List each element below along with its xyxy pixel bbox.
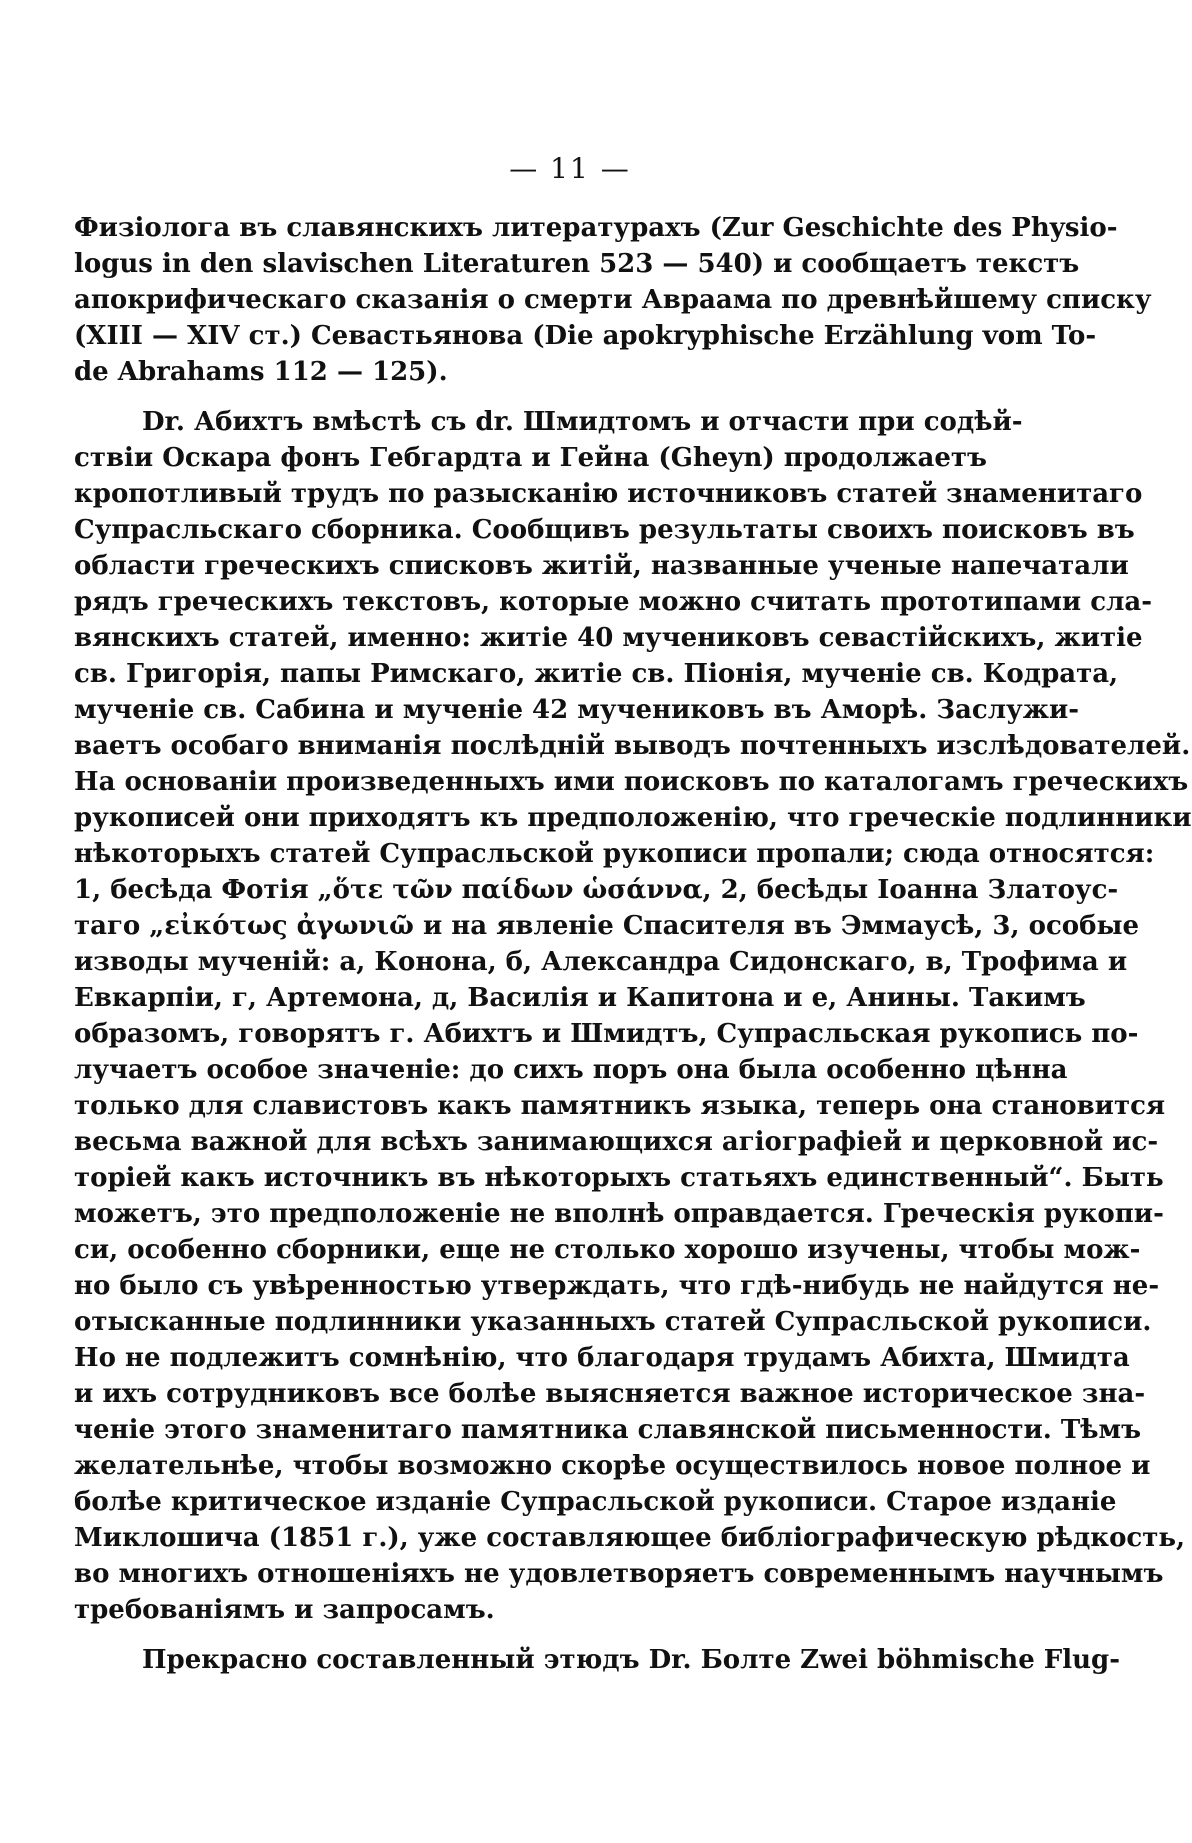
paragraph-gap	[74, 1628, 962, 1642]
page-number: — 11 —	[509, 152, 631, 185]
text-line: Миклошича (1851 г.), уже составляющее библіографическую рѣдкость,	[74, 1523, 1186, 1553]
text-line: образомъ, говорятъ г. Абихтъ и Шмидтъ, Супрасльская рукопись по-	[74, 1019, 1139, 1049]
text-line: рукописей они приходятъ къ предположенію, что греческіе подлинники	[74, 803, 1192, 833]
text-line: области греческихъ списковъ житій, названные ученые напечатали	[74, 551, 1129, 581]
text-line: 1, бесѣда Фотія „ὅτε τῶν παίδων ὡσάννα, 2, бесѣды Іоанна Златоус-	[74, 875, 1119, 905]
text-line: кропотливый трудъ по разысканію источниковъ статей знаменитаго	[74, 479, 1143, 509]
text-line: апокрифическаго сказанія о смерти Авраама по древнѣйшему списку	[74, 285, 1152, 315]
text-line: ченіе этого знаменитаго памятника славянской письменности. Тѣмъ	[74, 1415, 1142, 1445]
text-line: de Abrahams 112 — 125).	[74, 357, 448, 387]
text-line: торіей какъ источникъ въ нѣкоторыхъ статьяхъ единственный“. Быть	[74, 1163, 1164, 1193]
text-line: можетъ, это предположеніе не вполнѣ оправдается. Греческія рукопи-	[74, 1199, 1164, 1229]
text-line: желательнѣе, чтобы возможно скорѣе осуществилось новое полное и	[74, 1451, 1151, 1481]
text-line: во многихъ отношеніяхъ не удовлетворяетъ современнымъ научнымъ	[74, 1559, 1164, 1589]
text-line: мученіе св. Сабина и мученіе 42 мучениковъ въ Аморѣ. Заслужи-	[74, 695, 1080, 725]
text-line: Прекрасно составленный этюдъ Dr. Болте Zwei böhmische Flug-	[142, 1645, 1120, 1675]
paragraph-2	[74, 404, 1192, 1628]
text-line: и ихъ сотрудниковъ все болѣе выясняется важное историческое зна-	[74, 1379, 1146, 1409]
text-line: отысканные подлинники указанныхъ статей Супрасльской рукописи.	[74, 1307, 1152, 1337]
text-line: только для славистовъ какъ памятникъ языка, теперь она становится	[74, 1091, 1166, 1121]
text-line: Евкарпіи, г, Артемона, д, Василія и Капитона и е, Анины. Такимъ	[74, 983, 1086, 1013]
text-line: си, особенно сборники, еще не столько хорошо изучены, чтобы мож-	[74, 1235, 1141, 1265]
text-line: logus in den slavischen Literaturen 523 — 540) и сообщаетъ текстъ	[74, 249, 1080, 279]
text-line: ствіи Оскара фонъ Гебгардта и Гейна (Gheyn) продолжаетъ	[74, 443, 987, 473]
text-line: Физіолога въ славянскихъ литературахъ (Zur Geschichte des Physio-	[74, 213, 1118, 243]
text-line: изводы мученій: а, Конона, б, Александра Сидонскаго, в, Трофима и	[74, 947, 1128, 977]
paragraph-3	[74, 1642, 1120, 1678]
text-line: ваетъ особаго вниманія послѣдній выводъ почтенныхъ изслѣдователей.	[74, 731, 1191, 761]
text-line: лучаетъ особое значеніе: до сихъ поръ она была особенно цѣнна	[74, 1055, 1068, 1085]
text-line: (XIII — XIV ст.) Севастьянова (Die apokryphische Erzählung vom To-	[74, 321, 1097, 351]
text-line: рядъ греческихъ текстовъ, которые можно считать прототипами сла-	[74, 587, 1153, 617]
paragraph-gap	[74, 390, 962, 404]
text-line: вянскихъ статей, именно: житіе 40 мучениковъ севастійскихъ, житіе	[74, 623, 1143, 653]
text-line: но было съ увѣренностью утверждать, что гдѣ-нибудь не найдутся не-	[74, 1271, 1160, 1301]
text-line: требованіямъ и запросамъ.	[74, 1595, 495, 1625]
text-line: весьма важной для всѣхъ занимающихся агіографіей и церковной ис-	[74, 1127, 1159, 1157]
text-line: св. Григорія, папы Римскаго, житіе св. Піонія, мученіе св. Кодрата,	[74, 659, 1119, 689]
paragraph-1	[74, 210, 1152, 390]
text-line: Но не подлежитъ сомнѣнію, что благодаря трудамъ Абихта, Шмидта	[74, 1343, 1130, 1373]
text-line: нѣкоторыхъ статей Супрасльской рукописи пропали; сюда относятся:	[74, 839, 1155, 869]
text-line: таго „εἰκότως ἀγωνιῶ и на явленіе Спасителя въ Эммаусѣ, 3, особые	[74, 911, 1140, 941]
body-text	[74, 210, 1192, 1678]
text-line: болѣе критическое изданіе Супрасльской рукописи. Старое изданіе	[74, 1487, 1117, 1517]
text-line: Супрасльскаго сборника. Сообщивъ результаты своихъ поисковъ въ	[74, 515, 1135, 545]
text-line: На основаніи произведенныхъ ими поисковъ по каталогамъ греческихъ	[74, 767, 1189, 797]
text-line: Dr. Абихтъ вмѣстѣ съ dr. Шмидтомъ и отчасти при содѣй-	[142, 407, 1023, 437]
